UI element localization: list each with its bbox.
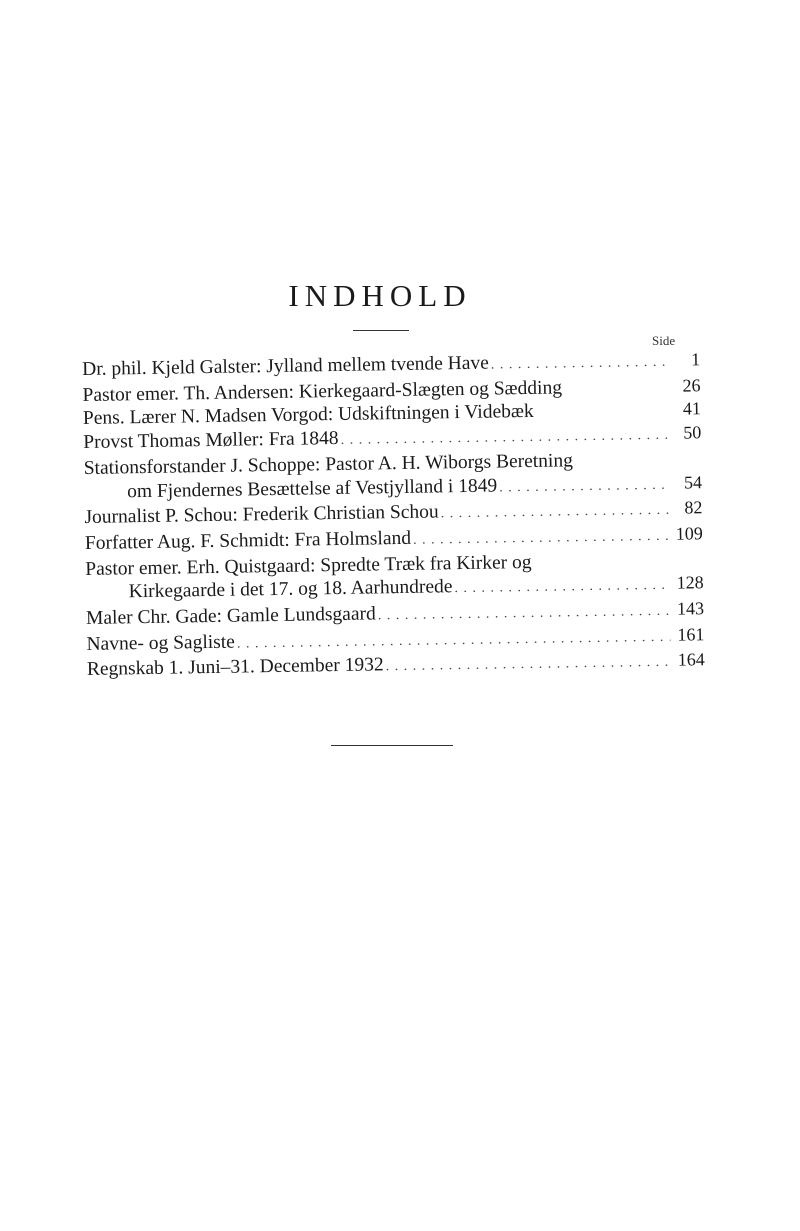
dot-leader [385,651,671,679]
toc-entry-title: Regnskab 1. Juni–31. December 1932 [86,654,384,681]
dot-leader [413,525,669,553]
toc-entry-page: 1 [690,349,701,370]
dot-leader [454,574,670,601]
dot-leader [499,473,668,499]
toc-entry-page: 50 [683,422,702,443]
toc-entry-page: 82 [684,497,703,518]
toc-entry-page: 164 [677,649,705,671]
page-title: INDHOLD [288,278,472,313]
toc-entry-page: 143 [676,598,705,619]
toc-entry-title: Navne- og Sagliste [86,631,236,655]
toc-entry-title: Maler Chr. Gade: Gamle Lundsgaard [85,603,376,629]
dot-leader [378,600,671,628]
toc-entry-title: Pastor emer. Erh. Quistgaard: Spredte Træk fra Kirker og [85,551,532,580]
section-divider [331,745,453,746]
toc-entry-page: 26 [682,374,701,396]
dot-leader [491,351,667,377]
toc-entry-title: Pens. Lærer N. Madsen Vorgod: Udskiftningen i Videbæk [82,401,534,430]
toc-entry-title: Forfatter Aug. F. Schmidt: Fra Holmsland [84,527,412,554]
dot-leader [441,499,669,526]
toc-entry-title: Pastor emer. Th. Andersen: Kierkegaard-Slægten og Sædding [82,377,563,406]
page-column-label: Side [652,333,676,348]
toc-entry-title: Dr. phil. Kjeld Galster: Jylland mellem tvende Have [82,352,489,380]
toc-entry-page: 128 [676,572,704,594]
toc-entry-page: 161 [677,623,705,645]
toc-entry-page: 41 [682,398,702,419]
toc-entry-title: Kirkegaarde i det 17. og 18. Aarhundrede [128,576,453,603]
table-of-contents [82,348,705,684]
title-divider [353,330,409,331]
toc-entry-title: Journalist P. Schou: Frederik Christian Schou [84,501,439,529]
toc-entry-page: 109 [675,523,703,544]
toc-entry-title: Provst Thomas Møller: Fra 1848 [83,428,339,454]
toc-entry-page: 54 [683,471,703,493]
toc-entry-title: Stationsforstander J. Schoppe: Pastor A. H. Wiborgs Beretning [83,450,574,479]
toc-entry-title: om Fjendernes Besættelse af Vestjylland i 1849 [126,475,498,502]
